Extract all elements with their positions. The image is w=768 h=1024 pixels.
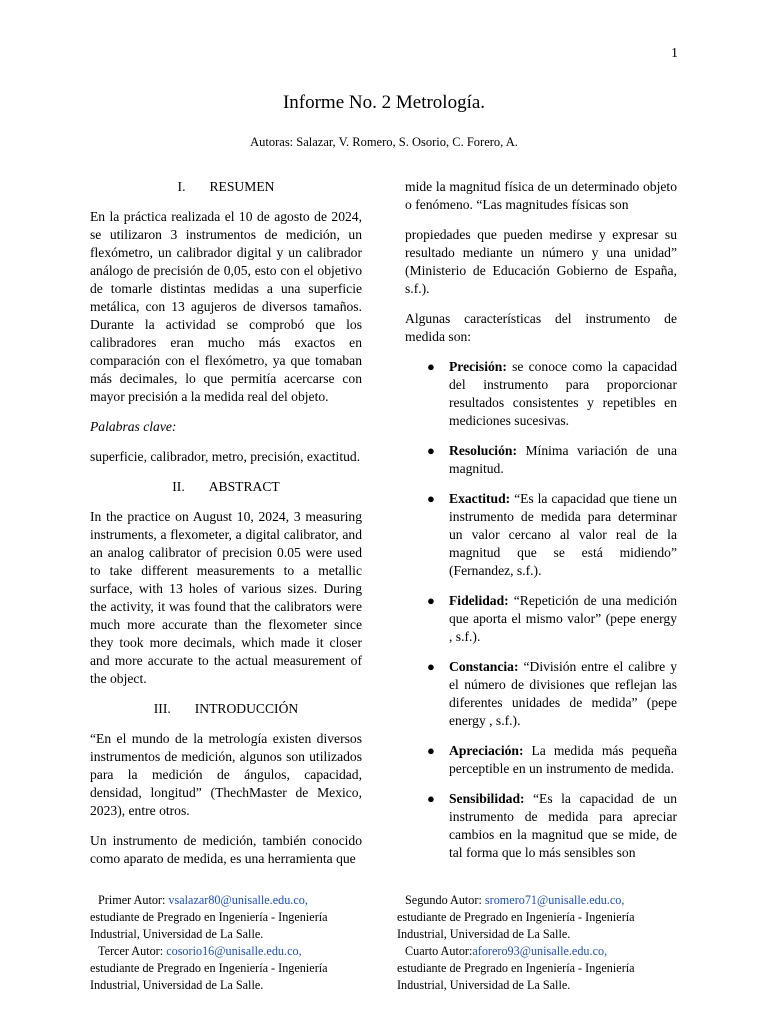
page-number: 1 [671, 46, 678, 61]
list-item: ● Sensibilidad: “Es la capacidad de un instrumento de medida para apreciar cambios en la magnitud que se mide, de tal forma que lo más sensibles son [427, 791, 677, 860]
footnote-fourth-author: Cuarto Autor:aforero93@unisalle.edu.co, estudiante de Pregrado en Ingeniería - Ingeniería Industrial, Universidad de La Salle. [397, 944, 635, 992]
list-item: ● Fidelidad: “Repetición de una medición que aporta el mismo valor” (pepe energy , s.f.). [427, 593, 677, 644]
keywords-text: superficie, calibrador, metro, precisión, exactitud. [90, 449, 361, 464]
bullet-icon: ● [427, 593, 435, 608]
characteristics-list [405, 358, 677, 862]
footnotes-left [90, 892, 360, 994]
introduccion-paragraph-1: “En el mundo de la metrología existen diversos instrumentos de medición, algunos son utilizados para la medición de ángulos, capacidad, densidad, longitud” (ThechMaster de Mexico, 2023), entre otros. [90, 731, 362, 818]
list-item: ● Apreciación: La medida más pequeña perceptible en un instrumento de medida. [427, 743, 677, 776]
right-paragraph-1: mide la magnitud física de un determinado objeto o fenómeno. “Las magnitudes físicas son [405, 179, 677, 212]
bullet-icon: ● [427, 443, 435, 458]
footnote-third-author: Tercer Autor: cosorio16@unisalle.edu.co, estudiante de Pregrado en Ingeniería - Ingeniería Industrial, Universidad de La Salle. [90, 944, 328, 992]
bullet-icon: ● [427, 359, 435, 374]
footnote-first-author: Primer Autor: vsalazar80@unisalle.edu.co, estudiante de Pregrado en Ingeniería - Ingeniería Industrial, Universidad de La Salle. [90, 893, 328, 941]
bullet-icon: ● [427, 743, 435, 758]
section-heading-introduccion: III. INTRODUCCIÓN [153, 701, 299, 716]
footnotes-right [397, 892, 687, 994]
list-item: ● Precisión: se conoce como la capacidad del instrumento para proporcionar resultados consistentes y repetibles en mediciones sucesivas. [427, 359, 677, 428]
authors-line: Autoras: Salazar, V. Romero, S. Osorio, C. Forero, A. [250, 135, 518, 149]
right-paragraph-2: propiedades que pueden medirse y expresar su resultado mediante un número y una unidad” (Ministerio de Educación Gobierno de España, s.f.). [405, 227, 677, 296]
keywords-label: Palabras clave: [90, 419, 177, 434]
list-item: ● Resolución: Mínima variación de una magnitud. [427, 443, 677, 476]
third-author-email-link[interactable]: cosorio16@unisalle.edu.co, [166, 944, 302, 958]
footnote-second-author: Segundo Autor: sromero71@unisalle.edu.co, estudiante de Pregrado en Ingeniería - Ingeniería Industrial, Universidad de La Salle. [397, 893, 635, 941]
bullet-icon: ● [427, 491, 435, 506]
introduccion-paragraph-2: Un instrumento de medición, también conocido como aparato de medida, es una herramienta que [90, 833, 362, 866]
bullet-icon: ● [427, 791, 435, 806]
document-title: Informe No. 2 Metrología. [282, 92, 486, 113]
list-item: ● Exactitud: “Es la capacidad que tiene un instrumento de medida para determinar un valor cercano al valor real de la magnitud que se está midiendo” (Fernandez, s.f.). [427, 491, 677, 578]
list-item: ● Constancia: “División entre el calibre y el número de divisiones que reflejan las diferentes unidades de medida” (pepe energy , s.f.). [427, 659, 677, 728]
right-paragraph-3: Algunas características del instrumento de medida son: [405, 311, 677, 344]
bullet-icon: ● [427, 659, 435, 674]
left-column [90, 178, 362, 880]
section-heading-abstract: II. ABSTRACT [172, 479, 280, 494]
first-author-email-link[interactable]: vsalazar80@unisalle.edu.co, [168, 893, 308, 907]
right-column [405, 178, 677, 874]
second-author-email-link[interactable]: sromero71@unisalle.edu.co, [484, 893, 625, 907]
fourth-author-email-link[interactable]: aforero93@unisalle.edu.co, [472, 944, 608, 958]
section-heading-resumen: I. RESUMEN [177, 179, 275, 194]
abstract-text: In the practice on August 10, 2024, 3 measuring instruments, a flexometer, a digital calibrator, and an analog calibrator of precision 0.05 were used to take different measurements to a metallic surface, with 13 holes of various sizes. During the activity, it was found that the calibrators were much more accurate than the flexometer since they took more decimals, which made it closer and more accurate to the actual measurement of the object. [90, 509, 362, 686]
resumen-text: En la práctica realizada el 10 de agosto de 2024, se utilizaron 3 instrumentos de medición, un flexómetro, un calibrador digital y un calibrador análogo de precisión de 0,05, esto con el objetivo de tomarle distintas medidas a una superficie metálica, con 13 agujeros de diversos tamaños. Durante la actividad se comprobó que los calibradores eran mucho más exactos en comparación con el flexómetro, ya que tomaban más decimales, lo que permitía acercarse con mayor precisión a la medida real del objeto. [90, 209, 362, 404]
